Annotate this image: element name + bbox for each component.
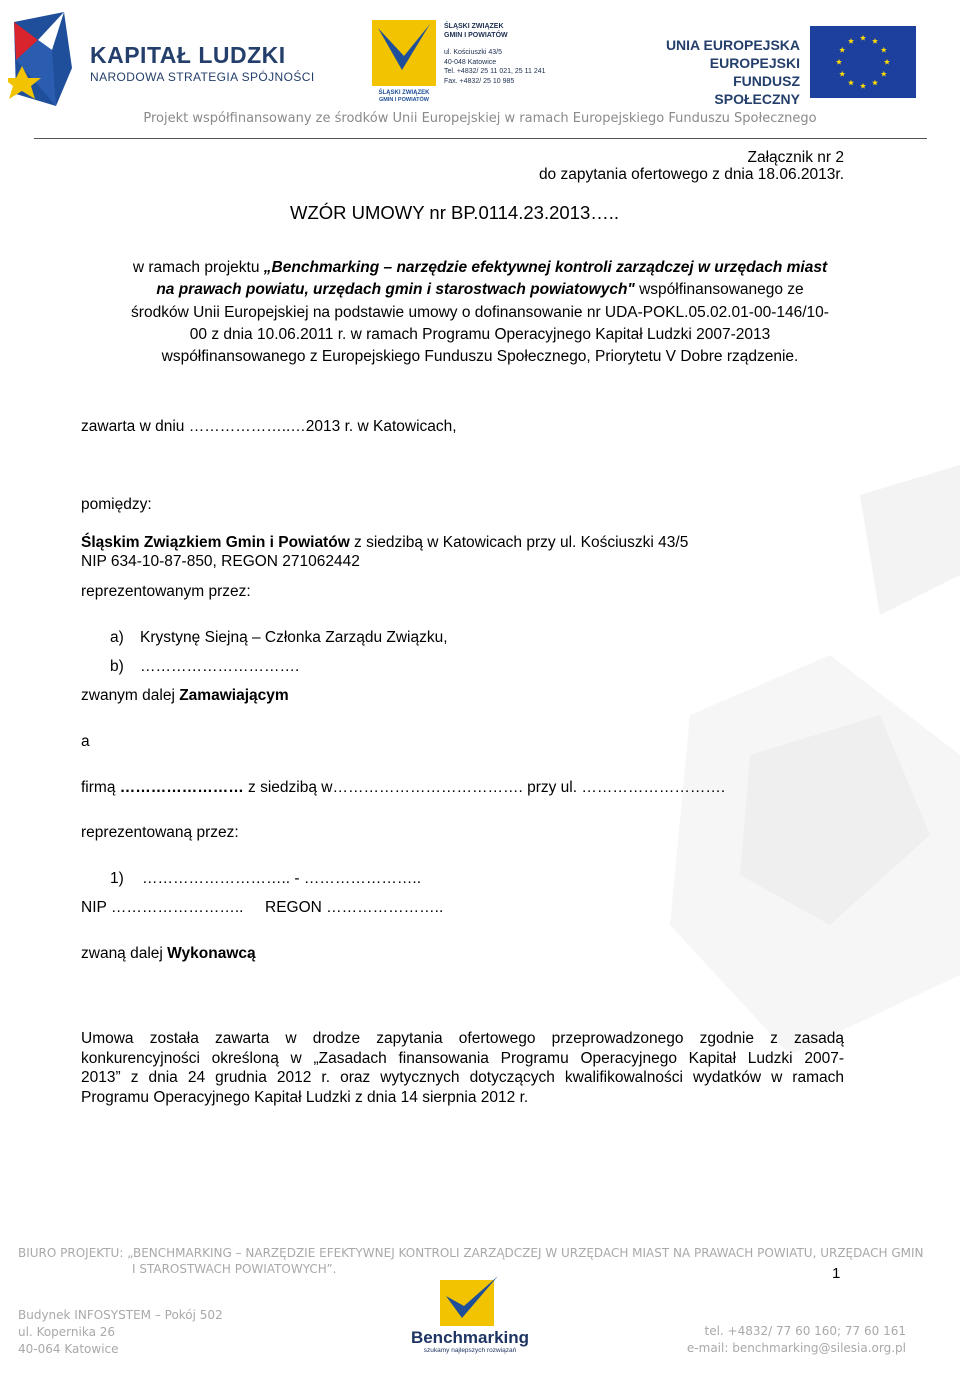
represented-by-label-2: reprezentowaną przez: xyxy=(81,824,239,841)
kapital-ludzki-subtitle: NARODOWA STRATEGIA SPÓJNOŚCI xyxy=(90,70,315,84)
office-address xyxy=(18,1307,223,1358)
szgp-address-line-4: Fax. +4832/ 25 10 985 xyxy=(444,77,515,85)
office-address-line-2: ul. Kopernika 26 xyxy=(18,1325,116,1339)
szgp-name xyxy=(444,22,508,40)
contractor-role: Wykonawcą xyxy=(167,945,256,962)
party-1-line xyxy=(81,533,688,553)
called-contractor xyxy=(81,944,256,964)
eu-line-3: FUNDUSZ SPOŁECZNY xyxy=(714,73,800,107)
szgp-address xyxy=(444,48,546,86)
intro-line-1 xyxy=(70,257,890,279)
intro-prefix: w ramach projektu xyxy=(132,259,264,276)
office-address-line-3: 40-064 Katowice xyxy=(18,1342,119,1356)
firm-name-placeholder: …………………… xyxy=(119,779,244,796)
kapital-ludzki-title: KAPITAŁ LUDZKI xyxy=(90,42,286,68)
benchmarking-tagline: szukamy najlepszych rozwiązań xyxy=(423,1347,517,1354)
project-office-line-1: BIURO PROJEKTU: „BENCHMARKING – NARZĘDZIE EFEKTYWNEJ KONTROLI ZARZĄDCZEJ W URZĘDACH MIAST NA PRAWACH POWIATU, URZĘDACH GMIN xyxy=(18,1246,924,1260)
party-1-ids: NIP 634-10-87-850, REGON 271062442 xyxy=(81,553,360,570)
document-title: WZÓR UMOWY nr BP.0114.23.2013….. xyxy=(290,202,620,223)
firm-prefix: firmą xyxy=(81,779,120,796)
annex-line-1: Załącznik nr 2 xyxy=(747,149,844,166)
szgp-name-line-2: GMIN I POWIATÓW xyxy=(444,32,508,39)
eu-flag-icon xyxy=(810,26,916,98)
eu-line-1: UNIA EUROPEJSKA xyxy=(665,37,800,53)
agreement-line-3: 2013” z dnia 24 grudnia 2012 r. oraz wytycznych dotyczących kwalifikowalności wydatków w ramach xyxy=(81,1069,844,1086)
intro-line-2 xyxy=(70,279,890,301)
benchmarking-name: Benchmarking xyxy=(410,1328,530,1347)
ordering-party-role: Zamawiającym xyxy=(179,687,289,704)
contractor-prefix: zwaną dalej xyxy=(81,945,168,962)
project-name-part-2: na prawach powiatu, urzędach gmin i starostwach powiatowych" xyxy=(156,281,635,298)
concluded-line: zawarta w dniu ………………..…2013 r. w Katowicach, xyxy=(81,418,457,435)
intro-line-4: 00 z dnia 10.06.2011 r. w ramach Programu Operacyjnego Kapitał Ludzki 2007-2013 xyxy=(189,326,771,343)
szgp-logo-icon xyxy=(372,20,436,102)
intro-suffix-2: współfinansowanego ze xyxy=(634,281,804,298)
agreement-paragraph xyxy=(81,1029,844,1107)
agreement-line-4: Programu Operacyjnego Kapitał Ludzki z dnia 14 sierpnia 2012 r. xyxy=(81,1088,529,1106)
eu-line-2: EUROPEJSKI xyxy=(709,55,800,71)
benchmarking-logo-icon xyxy=(432,1272,502,1328)
called-prefix: zwanym dalej xyxy=(81,687,180,704)
firm-address: z siedzibą w………………………………. przy ul. ………………………. xyxy=(243,779,726,796)
szgp-address-line-2: 40-048 Katowice xyxy=(444,58,497,66)
eu-text xyxy=(652,36,800,108)
rep-1-marker: 1) xyxy=(110,870,124,887)
page-number: 1 xyxy=(832,1265,841,1282)
rep-b-text: …………………………. xyxy=(140,658,300,675)
represented-by-label: reprezentowanym przez: xyxy=(81,583,251,600)
firm-line xyxy=(81,778,725,798)
project-cofinancing-line: Projekt współfinansowany ze środków Unii Europejskiej w ramach Europejskiego Funduszu Społecznego xyxy=(143,111,817,126)
rep-b-marker: b) xyxy=(110,658,124,675)
intro-line-5: współfinansowanego z Europejskiego Funduszu Społecznego, Priorytetu V Dobre rządzenie. xyxy=(161,348,799,365)
szgp-address-line-1: ul. Kościuszki 43/5 xyxy=(444,49,502,56)
rep-1-text: ……………………….. - ………………….. xyxy=(142,870,421,887)
rep-a-text: Krystynę Siejną – Członka Zarządu Związku, xyxy=(140,629,448,646)
szgp-name-line-1: ŚLĄSKI ZWIĄZEK xyxy=(444,23,504,30)
office-address-line-1: Budynek INFOSYSTEM – Pokój 502 xyxy=(18,1308,223,1322)
nip-regon-line: NIP …………………….. REGON ………………….. xyxy=(81,899,444,916)
header-divider xyxy=(34,138,927,139)
intro-line-3: środków Unii Europejskiej na podstawie umowy o dofinansowanie nr UDA-POKL.05.02.01-00-146/10- xyxy=(131,304,829,321)
contact-email: e-mail: benchmarking@silesia.org.pl xyxy=(686,1341,906,1355)
rep-a-marker: a) xyxy=(110,629,124,646)
agreement-line-1: Umowa została zawarta w drodze zapytania ofertowego przeprowadzonego zgodnie z zasadą xyxy=(81,1030,844,1047)
annex-line-2: do zapytania ofertowego z dnia 18.06.2013r. xyxy=(538,166,844,183)
party-1-name: Śląskim Związkiem Gmin i Powiatów xyxy=(81,534,350,551)
contact-info xyxy=(640,1323,906,1357)
conjunction-and: a xyxy=(81,733,90,750)
agreement-line-2: konkurencyjności określoną w „Zasadach finansowania Programu Operacyjnego Kapitał Ludzki 2007- xyxy=(81,1049,844,1067)
project-office-line-2: I STAROSTWACH POWIATOWYCH”. xyxy=(132,1262,337,1276)
svg-text:GMIN I POWIATÓW: GMIN I POWIATÓW xyxy=(378,97,430,102)
svg-text:ŚLĄSKI ZWIĄZEK: ŚLĄSKI ZWIĄZEK xyxy=(378,90,430,96)
szgp-address-line-3: Tel. +4832/ 25 11 021, 25 11 241 xyxy=(444,68,546,75)
project-name-part-1: „Benchmarking – narzędzie efektywnej kontroli zarządczej w urzędach miast xyxy=(263,259,828,276)
between-label: pomiędzy: xyxy=(81,496,152,513)
called-ordering-party xyxy=(81,686,289,706)
contact-phone: tel. +4832/ 77 60 160; 77 60 161 xyxy=(704,1324,906,1338)
kapital-ludzki-icon xyxy=(8,10,88,110)
party-1-address: z siedzibą w Katowicach przy ul. Kościuszki 43/5 xyxy=(349,534,689,551)
